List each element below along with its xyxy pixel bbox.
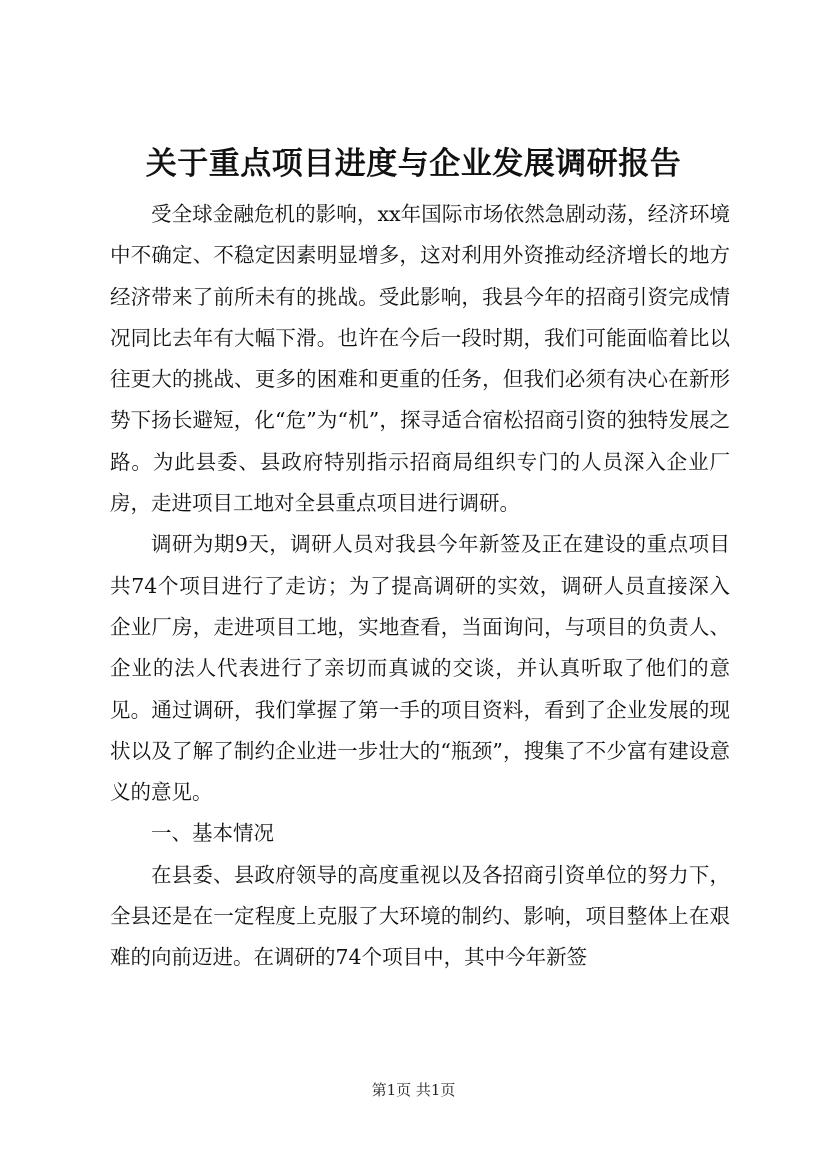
paragraph-2: 调研为期9天，调研人员对我县今年新签及正在建设的重点项目共74个项目进行了走访；为了提高调研的实效，调研人员直接深入企业厂房，走进项目工地，实地查看，当面询问，与项目的负责人、企业的法人代表进行了亲切而真诚的交谈，并认真听取了他们的意见。通过调研，我们掌握了第一手的项目资料，看到了企业发展的现状以及了解了制约企业进一步壮大的“瓶颈”，搜集了不少富有建设意义的意见。 [110,532,730,805]
document-title: 关于重点项目进度与企业发展调研报告 [145,146,682,182]
paragraph-1: 受全球金融危机的影响，xx年国际市场依然急剧动荡，经济环境中不确定、不稳定因素明显增多，这对利用外资推动经济增长的地方经济带来了前所未有的挑战。受此影响，我县今年的招商引资完成情况同比去年有大幅下滑。也许在今后一段时期，我们可能面临着比以往更大的挑战、更多的困难和更重的任务，但我们必须有决心在新形势下扬长避短，化“危”为“机”，探寻适合宿松招商引资的独特发展之路。为此县委、县政府特别指示招商局组织专门的人员深入企业厂房，走进项目工地对全县重点项目进行调研。 [110,202,730,516]
page-footer: 第1页 共1页 [371,1081,456,1099]
document-body [110,194,730,979]
paragraph-3: 在县委、县政府领导的高度重视以及各招商引资单位的努力下，全县还是在一定程度上克服了大环境的制约、影响，项目整体上在艰难的向前迈进。在调研的74个项目中，其中今年新签 [110,862,730,970]
section-heading-basic-situation: 一、基本情况 [151,821,274,846]
